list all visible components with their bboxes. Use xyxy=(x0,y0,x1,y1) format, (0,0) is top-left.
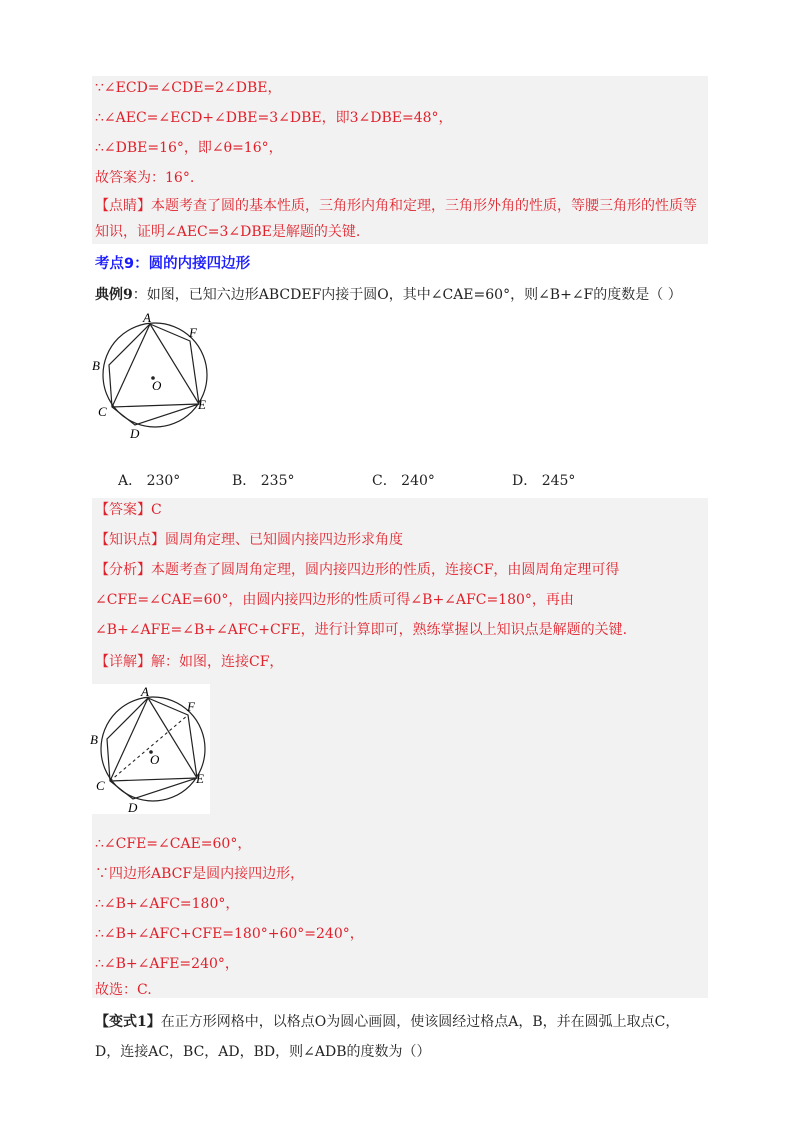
label-C: C xyxy=(98,404,107,419)
prev-comment-line-1 xyxy=(95,196,697,216)
prev-line-1: ∵∠ECD=∠CDE=2∠DBE， xyxy=(95,80,282,96)
label-C-2: C xyxy=(96,778,105,793)
answer-line xyxy=(95,500,162,520)
knowledge-line xyxy=(95,530,403,550)
step-2: ∵四边形ABCF是圆内接四边形， xyxy=(95,866,305,882)
answer-label: 【答案】 xyxy=(95,502,151,518)
option-b[interactable]: B． 235° xyxy=(232,473,295,489)
hexagon-figure xyxy=(90,312,220,442)
example-question-text: ：如图，已知六边形ABCDEF内接于圆O，其中∠CAE=60°，则∠B+∠F的度数是（ ） xyxy=(132,287,682,303)
analysis-text-1: 本题考查了圆周角定理，圆内接四边形的性质，连接CF，由圆周角定理可得 xyxy=(151,562,620,578)
analysis-line-3: ∠B+∠AFE=∠B+∠AFC+CFE，进行计算即可，熟练掌握以上知识点是解题的关键. xyxy=(95,622,628,638)
answer-value: C xyxy=(151,502,162,518)
step-5: ∴∠B+∠AFE=240°， xyxy=(95,956,239,972)
label-B-2: B xyxy=(90,732,98,747)
label-D: D xyxy=(130,426,140,441)
knowledge-label: 【知识点】 xyxy=(95,532,165,548)
solution-figure xyxy=(88,684,218,814)
label-F-2: F xyxy=(187,699,195,714)
variant-line-2: D，连接AC，BC，AD，BD，则∠ADB的度数为（） xyxy=(95,1044,431,1060)
detail-label: 【详解】 xyxy=(95,654,151,670)
example-question xyxy=(95,285,682,305)
option-d[interactable]: D． 245° xyxy=(512,473,576,489)
step-1: ∴∠CFE=∠CAE=60°， xyxy=(95,836,252,852)
prev-comment-line-2: 知识，证明∠AEC=3∠DBE是解题的关键. xyxy=(95,224,361,240)
step-3: ∴∠B+∠AFC=180°， xyxy=(95,896,240,912)
prev-line-3: ∴∠DBE=16°，即∠θ=16°， xyxy=(95,140,283,156)
example-label: 典例9 xyxy=(95,287,133,303)
comment-label: 【点睛】 xyxy=(95,198,151,214)
previous-solution-block xyxy=(92,76,708,244)
label-B: B xyxy=(92,358,100,373)
analysis-label: 【分析】 xyxy=(95,562,151,578)
prev-line-2: ∴∠AEC=∠ECD+∠DBE=3∠DBE，即3∠DBE=48°， xyxy=(95,110,453,126)
detail-line xyxy=(95,652,283,672)
label-A-2: A xyxy=(141,684,149,699)
step-4: ∴∠B+∠AFC+CFE=180°+60°=240°， xyxy=(95,926,364,942)
section-title: 考点9：圆的内接四边形 xyxy=(95,256,251,272)
option-a[interactable]: A． 230° xyxy=(118,473,181,489)
analysis-line-1 xyxy=(95,560,619,580)
label-O: O xyxy=(152,378,162,393)
step-6: 故选：C. xyxy=(95,982,152,998)
label-E-2: E xyxy=(196,771,204,786)
label-D-2: D xyxy=(128,800,138,814)
variant-line-1 xyxy=(95,1012,679,1032)
comment-text-1: 本题考查了圆的基本性质，三角形内角和定理，三角形外角的性质，等腰三角形的性质等 xyxy=(151,198,697,214)
label-O-2: O xyxy=(150,752,160,767)
variant-text-1: 在正方形网格中，以格点O为圆心画圆，使该圆经过格点A，B，并在圆弧上取点C， xyxy=(160,1014,680,1030)
analysis-line-2: ∠CFE=∠CAE=60°，由圆内接四边形的性质可得∠B+∠AFC=180°，再由 xyxy=(95,592,574,608)
knowledge-text: 圆周角定理、已知圆内接四边形求角度 xyxy=(165,532,403,548)
label-A: A xyxy=(143,312,151,325)
prev-line-4: 故答案为：16°. xyxy=(95,170,195,186)
option-c[interactable]: C． 240° xyxy=(372,473,435,489)
label-E: E xyxy=(198,397,206,412)
detail-text: 解：如图，连接CF， xyxy=(151,654,284,670)
variant-label: 【变式1】 xyxy=(95,1014,161,1030)
label-F: F xyxy=(189,325,197,340)
